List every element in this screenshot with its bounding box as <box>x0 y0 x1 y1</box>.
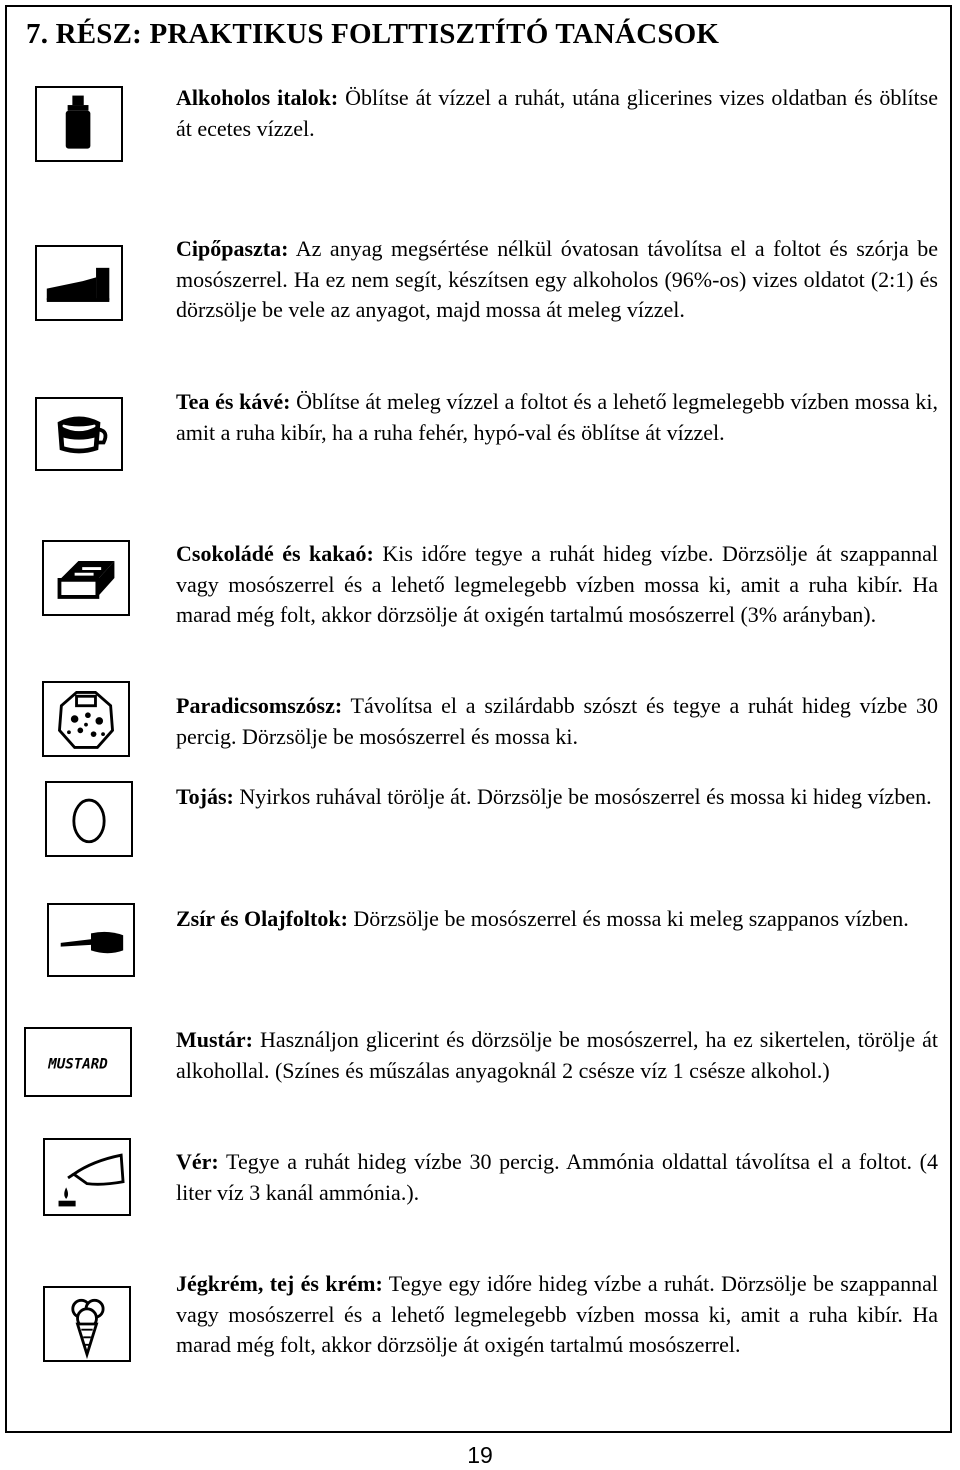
blood-drop-icon <box>43 1138 131 1216</box>
entry-term: Tea és kávé: <box>176 389 291 414</box>
ice-cream-icon <box>43 1286 131 1362</box>
chocolate-icon <box>42 540 130 616</box>
entry-term: Paradicsomszósz: <box>176 693 343 718</box>
entry-term: Cipőpaszta: <box>176 236 289 261</box>
entry-text: Öblítse át meleg vízzel a foltot és a lehető legmelegebb vízben mossa ki, amit a ruha kibír, ha a ruha fehér, hypó-val és öblítse át vízzel. <box>176 389 938 445</box>
entry-text: Kis időre tegye a ruhát hideg vízbe. Dörzsölje át szappannal vagy mosószerrel és a lehető legmelegebb vízben mossa ki, amit a ruha kibír. Ha marad még folt, akkor dörzsölje át oxigén tartalmú mosószerrel (3% arányban). <box>176 541 939 627</box>
entry-term: Alkoholos italok: <box>176 85 339 110</box>
entry-text: Nyirkos ruhával törölje át. Dörzsölje be mosószerrel és mossa ki hideg vízben. <box>233 784 932 809</box>
entry-text: Távolítsa el a szilárdabb szószt és tegye a ruhát hideg vízbe 30 percig. Dörzsölje be mosószerrel és mossa ki. <box>176 693 938 749</box>
entry-text: Dörzsölje be mosószerrel és mossa ki meleg szappanos vízben. <box>347 906 909 931</box>
entry-alkoholos-italok <box>176 83 938 144</box>
entry-term: Csokoládé és kakaó: <box>176 541 374 566</box>
entry-tojas <box>176 782 938 813</box>
page-number: 19 <box>467 1442 493 1468</box>
shoe-icon <box>35 245 123 321</box>
cup-icon <box>35 397 123 471</box>
entry-text: Tegye a ruhát hideg vízbe 30 percig. Ammónia oldattal távolítsa el a foltot. (4 liter víz 3 kanál ammónia.). <box>176 1149 938 1205</box>
entry-text: Használjon glicerint és dörzsölje be mosószerrel, ha ez sikertelen, törölje át alkohollal. (Színes és műszálas anyagoknál 2 csésze víz 1 csésze alkohol.) <box>176 1027 938 1083</box>
entry-jegkrem-tej-es-krem <box>176 1269 938 1361</box>
entry-term: Mustár: <box>176 1027 253 1052</box>
entry-text: Az anyag megsértése nélkül óvatosan távolítsa el a foltot és szórja be mosószerrel. Ha ez nem segít, készítsen egy alkoholos (96%-os) vizes oldatot (2:1) és dörzsölje be vele az anyagot, majd mossa át meleg vízzel. <box>176 236 938 322</box>
entry-text: Öblítse át vízzel a ruhát, utána glicerines vizes oldatban és öblítse át ecetes vízzel. <box>176 85 938 141</box>
entry-term: Zsír és Olajfoltok: <box>176 906 348 931</box>
section-title: 7. RÉSZ: PRAKTIKUS FOLTTISZTÍTÓ TANÁCSOK <box>26 18 720 50</box>
mustard-label: MUSTARD <box>48 1056 108 1073</box>
entry-term: Jégkrém, tej és krém: <box>176 1271 383 1296</box>
entry-cipopaszta <box>176 234 938 326</box>
entry-tea-es-kave <box>176 387 938 448</box>
entry-term: Vér: <box>176 1149 219 1174</box>
entry-term: Tojás: <box>176 784 234 809</box>
entry-mustar <box>176 1025 938 1086</box>
tomato-sauce-icon <box>42 681 130 757</box>
entry-zsir-es-olajfoltok <box>176 904 938 935</box>
entry-text: Tegye egy időre hideg vízbe a ruhát. Dörzsölje be szappannal vagy mosószerrel és a lehető legmelegebb vízben mossa ki, amit a ruha kibír. Ha marad még folt, akkor dörzsölje át oxigén tartalmú mosószerrel. <box>176 1271 939 1357</box>
oil-can-icon <box>47 903 135 977</box>
bottle-icon <box>35 86 123 162</box>
entry-ver <box>176 1147 938 1208</box>
egg-icon <box>45 781 133 857</box>
entry-paradicsomszosz <box>176 691 938 752</box>
entry-csokolade-es-kakao <box>176 539 938 631</box>
mustard-icon <box>24 1027 132 1097</box>
